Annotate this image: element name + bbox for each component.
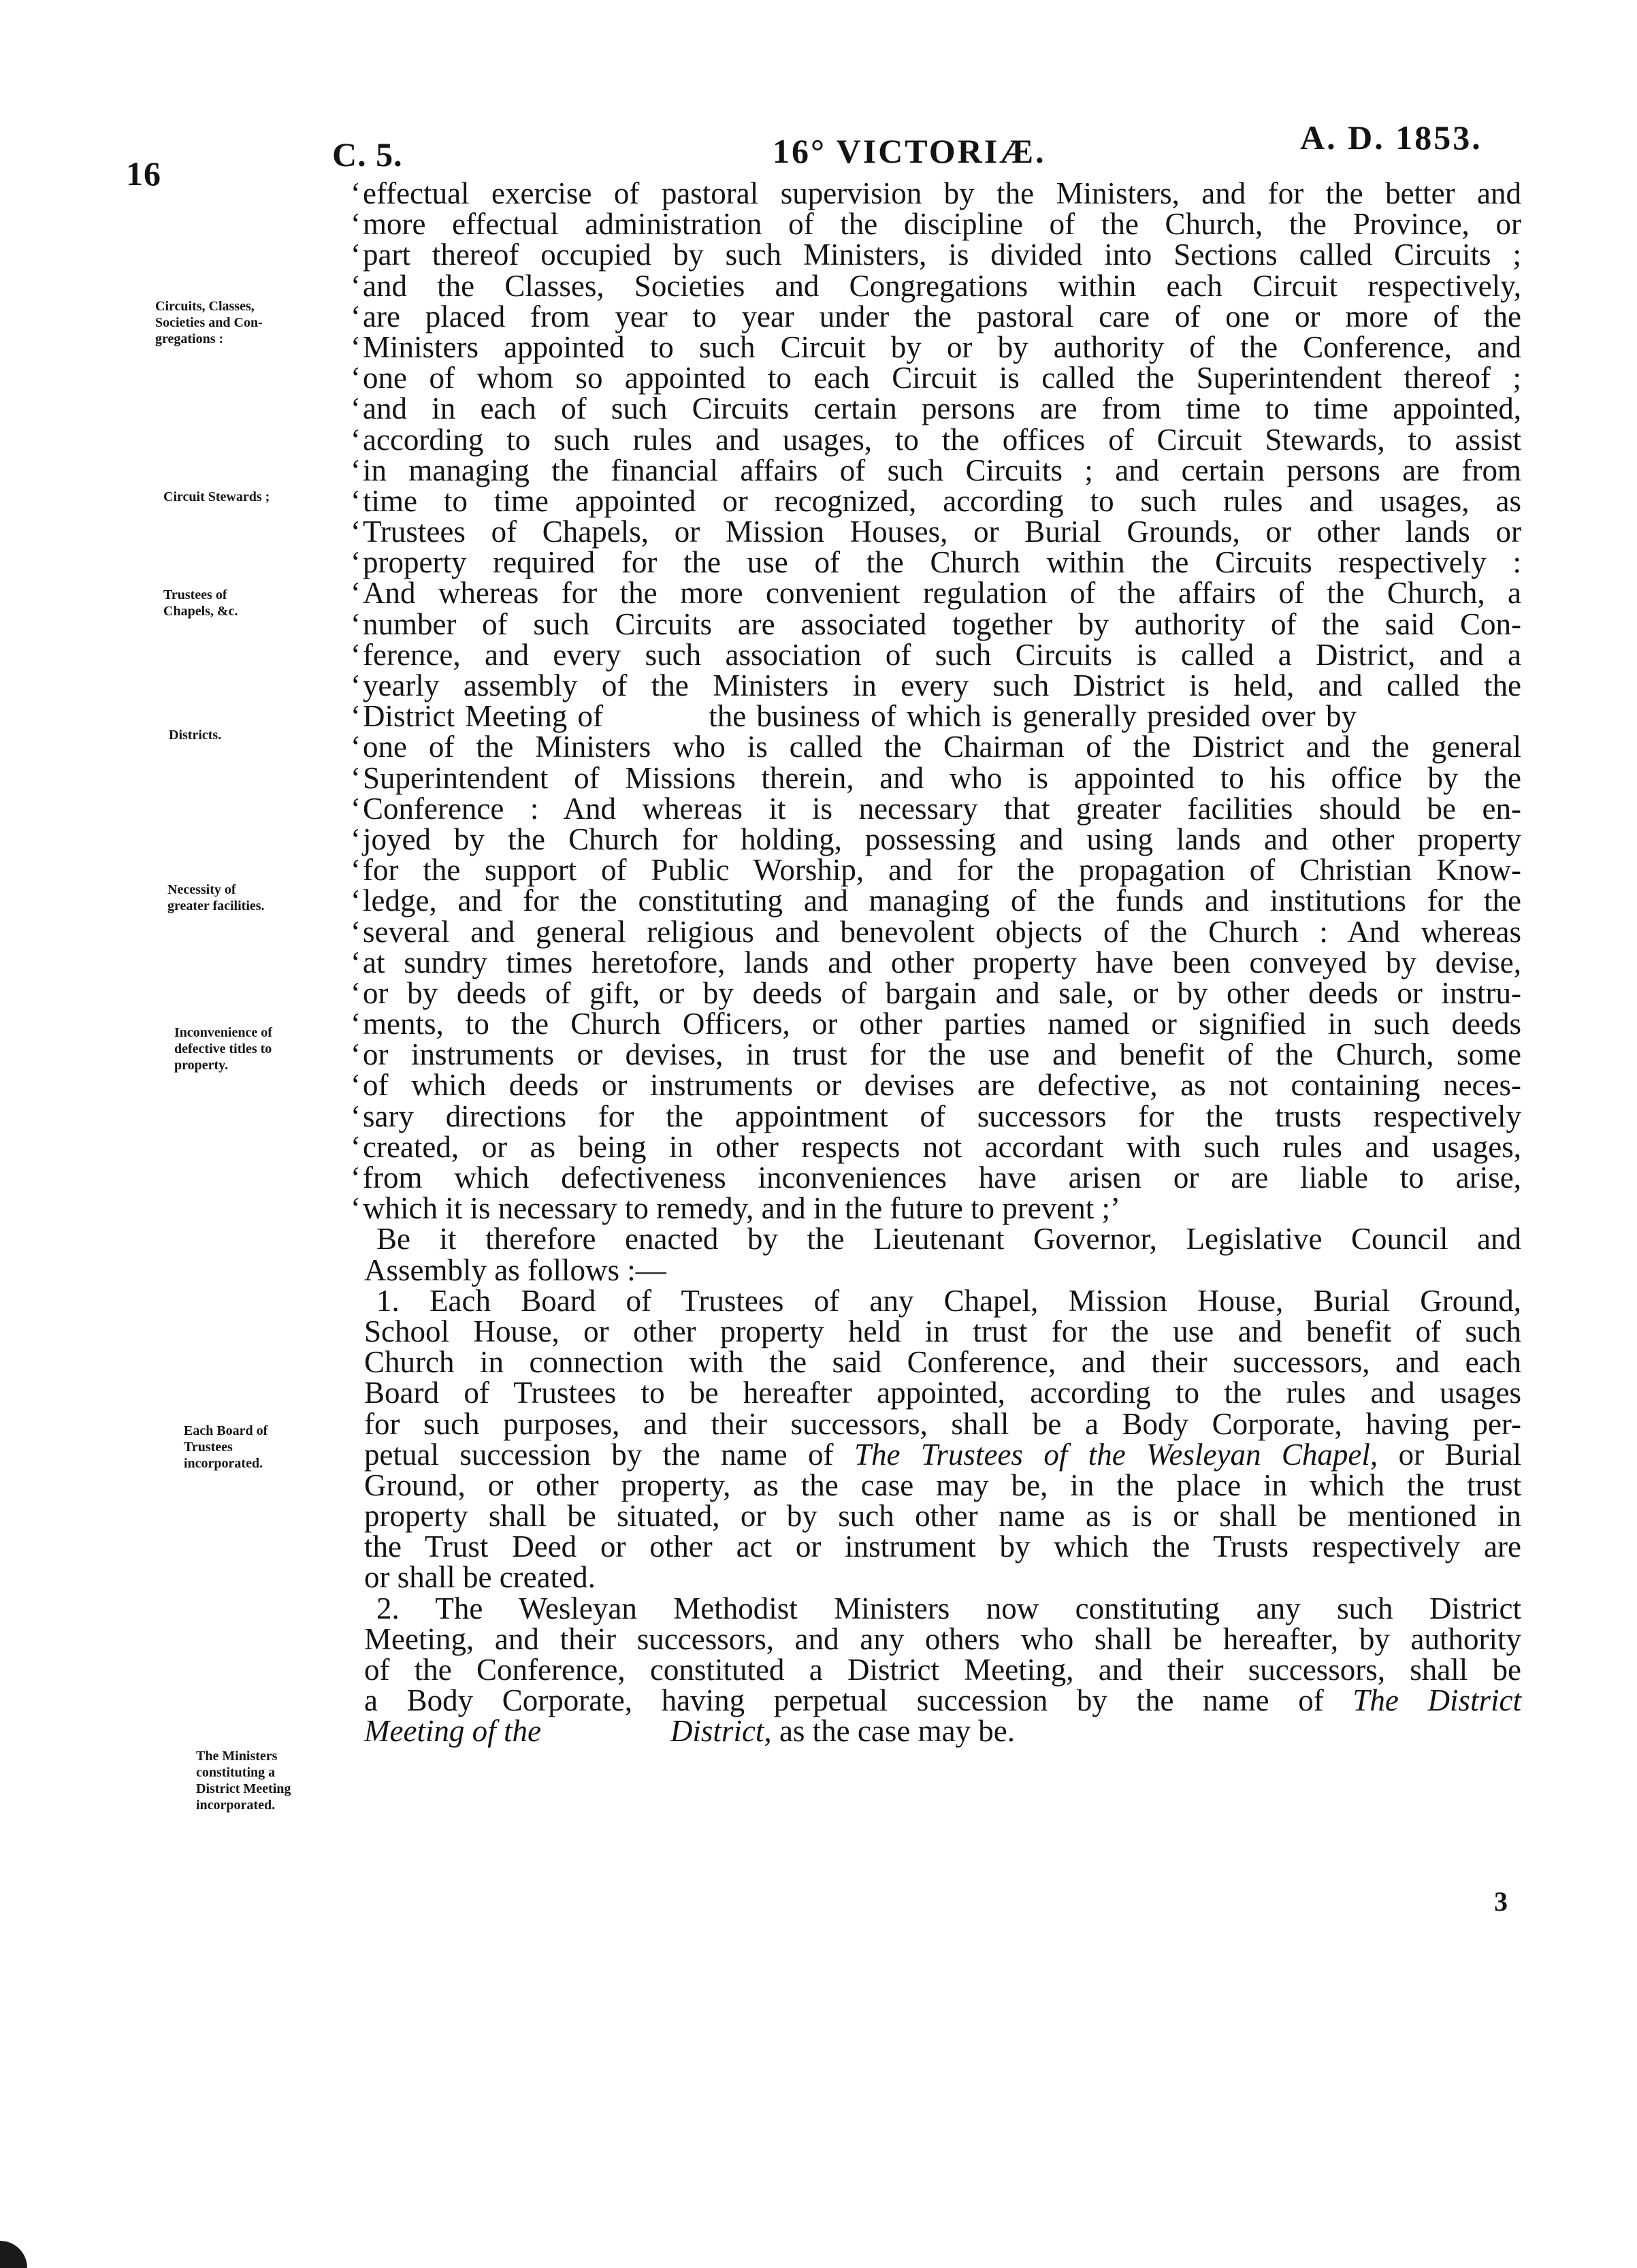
quote-mark: ‘ (351, 730, 361, 764)
preamble-line: ‘property required for the use of the Church within the Circuits respectively : (351, 545, 1521, 580)
preamble-line: ‘created, or as being in other respects not accordant with such rules and usages, (351, 1129, 1521, 1164)
quote-mark: ‘ (351, 884, 361, 918)
quote-mark: ‘ (351, 391, 361, 426)
preamble-line: ‘one of whom so appointed to each Circuit is called the Superintendent thereof ; (351, 361, 1521, 395)
margin-note-line: Districts. (169, 728, 222, 743)
quote-mark: ‘ (351, 975, 361, 1010)
section-1-line: or shall be created. (364, 1560, 596, 1595)
section-2-text: a Body Corporate, having perpetual succession by the name of (364, 1683, 1324, 1718)
preamble-line: ‘or instruments or devises, in trust for the use and benefit of the Church, some (351, 1037, 1521, 1072)
margin-note-line: Circuits, Classes, (155, 299, 255, 314)
district-name-italic: The District (1352, 1683, 1521, 1718)
preamble-line: ‘Conference : And whereas it is necessary that greater facilities should be en- (351, 791, 1521, 826)
preamble-line: ‘ledge, and for the constituting and managing of the funds and institutions for the (351, 884, 1521, 918)
margin-note-circuits (155, 298, 263, 347)
preamble-line: ‘and the Classes, Societies and Congregations within each Circuit respectively, (351, 268, 1521, 303)
quote-mark: ‘ (351, 760, 361, 795)
margin-note-necessity (167, 881, 265, 914)
margin-note-board-incorporated (184, 1423, 268, 1472)
quote-mark: ‘ (351, 822, 361, 856)
quote-mark: ‘ (351, 668, 361, 702)
margin-note-line: Chapels, &c. (163, 604, 238, 619)
preamble-line: ‘Trustees of Chapels, or Mission Houses, or Burial Grounds, or other lands or (351, 515, 1521, 549)
quote-mark: ‘ (351, 422, 361, 457)
margin-note-line: Inconvenience of (174, 1025, 272, 1040)
section-1-line: the Trust Deed or other act or instrument by which the Trusts respectively are (364, 1529, 1521, 1564)
margin-note-line: Societies and Con- (155, 315, 263, 330)
quote-mark: ‘ (351, 853, 361, 888)
margin-note-line: Trustees of (163, 587, 227, 602)
quote-mark: ‘ (351, 637, 361, 672)
margin-note-line: Circuit Stewards ; (163, 489, 270, 504)
statute-text (351, 178, 1521, 1747)
preamble-line: ‘number of such Circuits are associated together by authority of the said Con- (351, 606, 1521, 641)
chapter-number: C. 5. (332, 135, 403, 174)
preamble-line: ‘which it is necessary to remedy, and in the future to prevent ;’ (351, 1191, 1120, 1226)
quote-mark: ‘ (351, 329, 361, 364)
quote-mark: ‘ (351, 791, 361, 826)
preamble-line: ‘ments, to the Church Officers, or other parties named or signified in such deeds (351, 1007, 1521, 1041)
section-2-text: as the case may be. (779, 1714, 1016, 1749)
section-2-line (351, 1716, 1521, 1747)
preamble-line: ‘according to such rules and usages, to the offices of Circuit Stewards, to assist (351, 422, 1521, 457)
anno-domini-year: A. D. 1853. (1300, 118, 1482, 157)
margin-note-trustees-of-chapels (163, 587, 238, 619)
preamble-line: ‘several and general religious and benevolent objects of the Church : And whereas (351, 914, 1521, 949)
preamble-line: ‘or by deeds of gift, or by deeds of bargain and sale, or by other deeds or instru- (351, 975, 1521, 1010)
section-2-line: 2. The Wesleyan Methodist Ministers now constituting any such District (376, 1591, 1521, 1625)
quote-mark: ‘ (351, 606, 361, 641)
quote-mark: ‘ (351, 699, 361, 734)
section-1-line (351, 1437, 1521, 1472)
preamble-line: ‘part thereof occupied by such Ministers, is divided into Sections called Circuits ; (351, 238, 1521, 272)
section-2-line (351, 1685, 1521, 1716)
preamble-line: ‘of which deeds or instruments or devises are defective, as not containing neces- (351, 1068, 1521, 1103)
preamble-line: ‘one of the Ministers who is called the Chairman of the District and the general (351, 730, 1521, 764)
preamble-quoted (351, 178, 1521, 1224)
preamble-line: ‘sary directions for the appointment of successors for the trusts respectively (351, 1099, 1521, 1133)
section-1-line: Ground, or other property, as the case may be, in the place in which the trust (364, 1468, 1521, 1502)
quote-mark: ‘ (351, 361, 361, 395)
quote-mark: ‘ (351, 1161, 361, 1195)
section-1-line: 1. Each Board of Trustees of any Chapel, Mission House, Burial Ground, (376, 1283, 1521, 1318)
district-name-italic: Meeting of the (364, 1714, 541, 1749)
quote-mark: ‘ (351, 453, 361, 487)
preamble-line: ‘effectual exercise of pastoral supervision by the Ministers, and for the better and (351, 176, 1521, 210)
margin-note-circuit-stewards (163, 489, 270, 505)
section-1-text: petual succession by the name of (364, 1437, 834, 1472)
signature-mark: 3 (1494, 1886, 1508, 1917)
margin-note-line: District Meeting (196, 1781, 291, 1796)
margin-note-line: constituting a (196, 1765, 276, 1780)
preamble-line: ‘time to time appointed or recognized, according to such rules and usages, as (351, 483, 1521, 518)
quote-mark: ‘ (351, 1099, 361, 1133)
quote-mark: ‘ (351, 1068, 361, 1103)
enacting-clause-line: Be it therefore enacted by the Lieutenant Governor, Legislative Council and (376, 1222, 1521, 1257)
margin-note-line: gregations : (155, 331, 224, 346)
preamble-line: ‘from which defectiveness inconveniences have arisen or are liable to arise, (351, 1161, 1521, 1195)
section-2-line: of the Conference, constituted a District Meeting, and their successors, shall be (364, 1653, 1521, 1687)
district-name-italic: District, (670, 1714, 772, 1749)
quote-mark: ‘ (351, 299, 361, 334)
preamble-line: ‘for the support of Public Worship, and for the propagation of Christian Know- (351, 853, 1521, 888)
quote-mark: ‘ (351, 545, 361, 580)
preamble-line: ‘District Meeting of the business of which is generally presided over by (351, 699, 1357, 734)
preamble-line: ‘more effectual administration of the discipline of the Church, the Province, or (351, 207, 1521, 242)
enacting-clause-line: Assembly as follows :— (364, 1252, 666, 1287)
quote-mark: ‘ (351, 1037, 361, 1072)
quote-mark: ‘ (351, 1191, 361, 1226)
quote-mark: ‘ (351, 207, 361, 242)
page-number: 16 (126, 155, 161, 193)
quote-mark: ‘ (351, 914, 361, 949)
preamble-line: ‘joyed by the Church for holding, possessing and using lands and other property (351, 822, 1521, 856)
section-1-text: or Burial (1398, 1437, 1521, 1472)
section-1-line: property shall be situated, or by such other name as is or shall be mentioned in (364, 1499, 1521, 1534)
quote-mark: ‘ (351, 1007, 361, 1041)
quote-mark: ‘ (351, 268, 361, 303)
preamble-line: ‘at sundry times heretofore, lands and other property have been conveyed by devise, (351, 945, 1521, 979)
regnal-year: 16° VICTORIÆ. (773, 132, 1046, 170)
margin-note-line: The Ministers (196, 1749, 278, 1764)
section-1-line: Church in connection with the said Conference, and their successors, and each (364, 1345, 1521, 1380)
margin-note-line: Necessity of (167, 882, 236, 897)
margin-note-inconvenience (174, 1024, 272, 1073)
quote-mark: ‘ (351, 238, 361, 272)
margin-note-line: greater facilities. (167, 898, 265, 913)
margin-note-line: Each Board of (184, 1423, 268, 1438)
preamble-line: ‘And whereas for the more convenient regulation of the affairs of the Church, a (351, 576, 1521, 611)
quote-mark: ‘ (351, 945, 361, 979)
preamble-line: ‘are placed from year to year under the pastoral care of one or more of the (351, 299, 1521, 334)
section-1-line: for such purposes, and their successors, shall be a Body Corporate, having per- (364, 1406, 1521, 1441)
quote-mark: ‘ (351, 176, 361, 210)
margin-note-line: property. (174, 1058, 229, 1073)
preamble-line: ‘ference, and every such association of such Circuits is called a District, and a (351, 637, 1521, 672)
quote-mark: ‘ (351, 1129, 361, 1164)
quote-mark: ‘ (351, 483, 361, 518)
margin-note-ministers-incorporated (196, 1748, 291, 1813)
quote-mark: ‘ (351, 576, 361, 611)
section-1-line: Board of Trustees to be hereafter appointed, according to the rules and usages (364, 1376, 1521, 1410)
margin-note-line: incorporated. (196, 1798, 276, 1813)
preamble-line: ‘Superintendent of Missions therein, and who is appointed to his office by the (351, 760, 1521, 795)
margin-note-line: defective titles to (174, 1041, 272, 1056)
margin-note-districts (169, 727, 221, 743)
preamble-line: ‘Ministers appointed to such Circuit by or by authority of the Conference, and (351, 329, 1521, 364)
margin-note-line: incorporated. (184, 1456, 263, 1471)
preamble-line: ‘yearly assembly of the Ministers in every such District is held, and called the (351, 668, 1521, 702)
section-1-line: School House, or other property held in trust for the use and benefit of such (364, 1314, 1521, 1348)
preamble-line: ‘in managing the financial affairs of such Circuits ; and certain persons are from (351, 453, 1521, 487)
margin-note-line: Trustees (184, 1440, 233, 1455)
margin-notes (0, 0, 354, 2268)
trust-name-italic: The Trustees of the Wesleyan Chapel, (854, 1437, 1378, 1472)
section-2-line: Meeting, and their successors, and any others who shall be hereafter, by authority (364, 1621, 1521, 1656)
preamble-line: ‘and in each of such Circuits certain persons are from time to time appointed, (351, 391, 1521, 426)
quote-mark: ‘ (351, 515, 361, 549)
